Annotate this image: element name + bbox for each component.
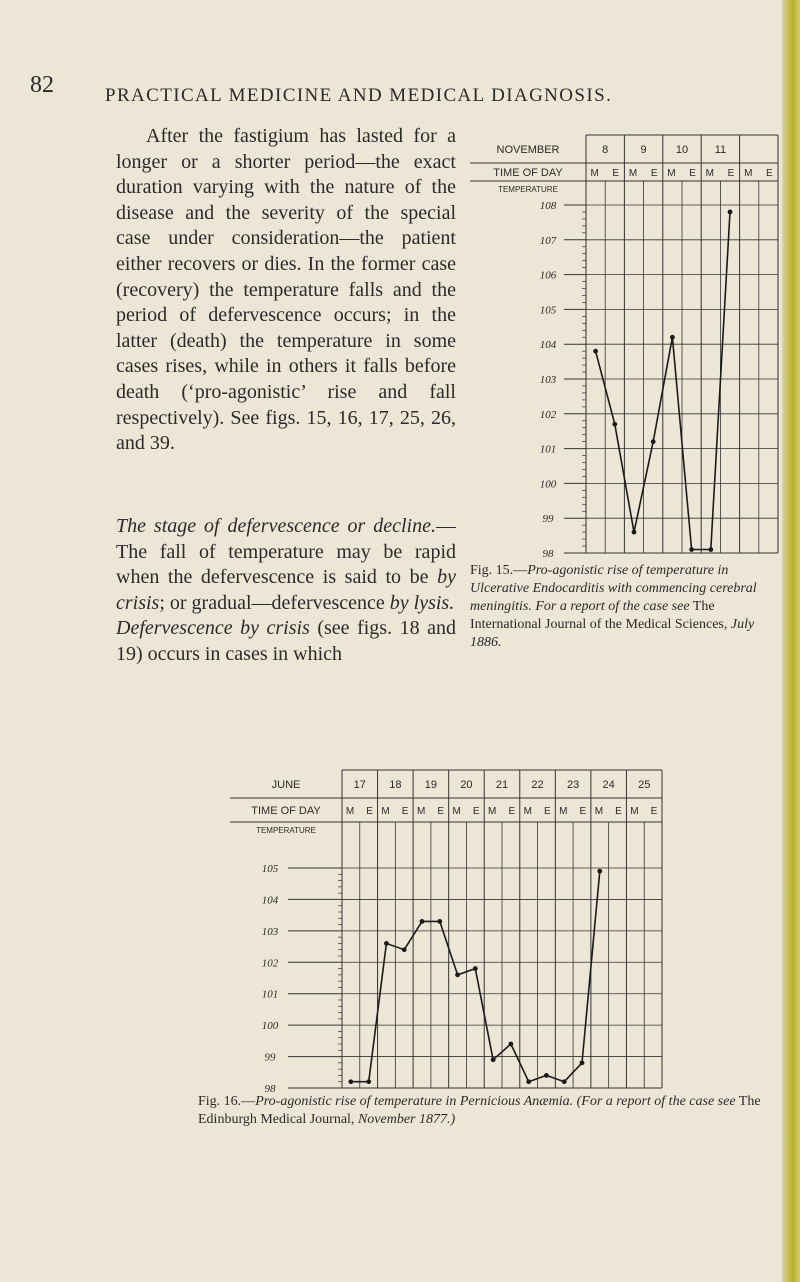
temperature-point: [508, 1042, 513, 1047]
evening-label: E: [612, 168, 620, 179]
running-head: PRACTICAL MEDICINE AND MEDICAL DIAGNOSIS.: [105, 85, 613, 106]
temperature-point: [670, 335, 675, 340]
day-label: 25: [638, 779, 651, 791]
morning-label: M: [667, 168, 676, 179]
temperature-point: [366, 1079, 371, 1084]
evening-label: E: [689, 168, 696, 179]
section-heading: Defervescence by crisis: [116, 617, 310, 639]
figure-label: Fig. 16.—: [198, 1094, 256, 1109]
figure-16-caption: [198, 1093, 788, 1129]
tick-label: 104: [261, 894, 279, 907]
caption-title: Pro-agonistic rise of temperature in Ulcerative Endocarditis with commencing cerebral meningitis. For a report of the case see: [470, 563, 757, 614]
month-label: JUNE: [271, 779, 301, 791]
emphasis-term: by lysis.: [389, 591, 455, 614]
tick-label: 99: [542, 513, 554, 526]
paragraph-defervescence: [116, 514, 456, 616]
temperature-series-line: [351, 871, 600, 1082]
temperature-point: [593, 349, 598, 354]
figure-15-temperature-chart: [470, 125, 780, 557]
paragraph-text: (see figs. 18 and 19) occurs in cases in which: [116, 617, 456, 665]
morning-label: M: [590, 168, 599, 179]
evening-label: E: [727, 168, 735, 179]
tick-label: 102: [261, 957, 279, 970]
day-label: 11: [714, 144, 727, 156]
day-label: 8: [602, 144, 609, 156]
temperature-point: [728, 210, 733, 215]
paragraph-text: —The fall of temperature may be rapid when the defervescence is said to be: [116, 515, 456, 589]
morning-label: M: [416, 806, 426, 817]
temperature-point: [689, 547, 694, 552]
morning-label: M: [705, 168, 715, 179]
temperature-point: [632, 530, 637, 535]
temperature-point: [544, 1073, 549, 1078]
temperature-point: [491, 1057, 496, 1062]
temperature-point: [597, 869, 602, 874]
temperature-point: [526, 1079, 531, 1084]
morning-label: M: [559, 806, 568, 817]
section-heading: The stage of defervescence or decline.: [116, 515, 436, 537]
page-number: 82: [30, 72, 54, 98]
morning-label: M: [523, 806, 532, 817]
caption-date: November 1877.): [357, 1112, 456, 1127]
temperature-point: [402, 947, 407, 952]
evening-label: E: [650, 168, 658, 179]
morning-label: M: [488, 806, 497, 817]
morning-label: M: [345, 806, 355, 817]
tick-label: 104: [539, 339, 557, 352]
day-label: 21: [495, 779, 509, 791]
morning-label: M: [744, 168, 753, 179]
caption-note: (For a report of the case see: [573, 1094, 736, 1109]
morning-label: M: [630, 806, 639, 817]
evening-label: E: [472, 806, 480, 817]
paragraph-text: After the fastigium has lasted for a longer or a shorter period—the exact duration varying with the nature of the disease and the severity of the special case under consideration—the patient either recovers or dies. In the former case (recovery) the temperature falls and the period of defervescence occurs; in the latter (death) the temperature in some cases rises, while in others it falls before death (‘pro-agonistic’ rise and fall respectively). See figs. 15, 16, 17, 25, 26, and 39.: [116, 125, 456, 455]
temperature-point: [473, 966, 478, 971]
tick-label: 108: [539, 200, 557, 212]
paragraph-fastigium: [116, 124, 456, 457]
day-label: 20: [460, 779, 473, 791]
temperature-point: [651, 439, 656, 444]
page-edge: [782, 0, 800, 1282]
paragraph-text: ; or gradual—defervescence: [159, 591, 390, 614]
temperature-point: [580, 1060, 585, 1065]
tick-label: 106: [539, 269, 557, 282]
tick-label: 107: [539, 234, 557, 247]
evening-label: E: [615, 806, 622, 817]
tick-label: 99: [264, 1051, 276, 1064]
temperature-point: [708, 547, 713, 552]
evening-label: E: [366, 806, 373, 817]
temperature-label: TEMPERATURE: [256, 826, 316, 835]
temperature-point: [455, 972, 460, 977]
temperature-point: [348, 1079, 353, 1084]
morning-label: M: [381, 806, 390, 817]
day-label: 22: [531, 779, 544, 791]
day-label: 18: [389, 779, 402, 791]
temperature-point: [612, 422, 617, 427]
evening-label: E: [401, 806, 409, 817]
evening-label: E: [766, 168, 773, 179]
day-label: 23: [566, 779, 580, 791]
day-label: 9: [640, 144, 647, 156]
temperature-point: [420, 919, 425, 924]
evening-label: E: [650, 806, 658, 817]
emphasis-term: by crisis: [116, 566, 456, 614]
paragraph-crisis: [116, 616, 456, 667]
time-of-day-label: TIME OF DAY: [493, 167, 563, 179]
evening-label: E: [508, 806, 516, 817]
caption-date: July 1886.: [470, 617, 755, 650]
day-label: 24: [602, 779, 615, 791]
figure-label: Fig. 15.—: [470, 563, 528, 578]
temperature-point: [384, 941, 389, 946]
day-label: 19: [424, 779, 438, 791]
morning-label: M: [594, 806, 604, 817]
tick-label: 100: [261, 1020, 279, 1033]
temperature-point: [437, 919, 442, 924]
morning-label: M: [628, 168, 638, 179]
tick-label: 105: [539, 304, 557, 317]
caption-journal: The Edinburgh Medical Journal,: [198, 1094, 761, 1127]
tick-label: 103: [539, 374, 557, 386]
temperature-point: [562, 1079, 567, 1084]
tick-label: 105: [261, 863, 279, 875]
figure-16-temperature-chart: [230, 760, 670, 1095]
morning-label: M: [452, 806, 461, 817]
figure-15-caption: [470, 562, 780, 652]
time-of-day-label: TIME OF DAY: [251, 805, 321, 817]
evening-label: E: [579, 806, 587, 817]
tick-label: 100: [539, 478, 557, 491]
day-label: 10: [675, 144, 689, 156]
tick-label: 103: [261, 925, 279, 938]
month-label: NOVEMBER: [496, 144, 560, 156]
day-label: 17: [353, 779, 366, 791]
evening-label: E: [543, 806, 551, 817]
tick-label: 101: [539, 443, 557, 456]
caption-title: Pro-agonistic rise of temperature in Pernicious Anæmia.: [255, 1094, 574, 1109]
tick-label: 98: [264, 1083, 276, 1095]
evening-label: E: [437, 806, 445, 817]
temperature-label: TEMPERATURE: [498, 185, 558, 194]
tick-label: 102: [539, 408, 557, 421]
tick-label: 98: [542, 548, 554, 557]
caption-journal: The International Journal of the Medical Sciences,: [470, 599, 731, 632]
tick-label: 101: [261, 988, 279, 1001]
